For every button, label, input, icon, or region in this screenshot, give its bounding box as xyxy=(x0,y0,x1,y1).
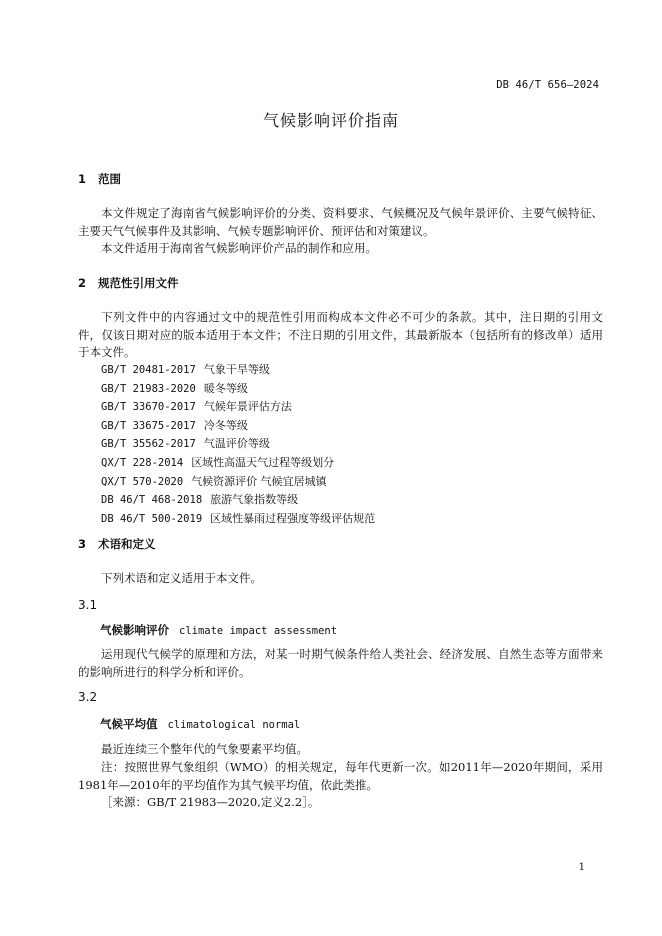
paragraph: 本文件规定了海南省气候影响评价的分类、资料要求、气候概况及气候年景评价、主要气候特征、主要天气气候事件及其影响、气候专题影响评价、预评估和对策建议。 xyxy=(78,206,603,238)
reference-item xyxy=(101,473,375,492)
reference-title: 气温评价等级 xyxy=(203,437,270,451)
reference-list xyxy=(101,361,375,528)
reference-item xyxy=(101,380,375,399)
term-number: 3.2 xyxy=(78,690,98,704)
reference-title: 区域性高温天气过程等级划分 xyxy=(191,455,335,469)
reference-title: 旅游气象指数等级 xyxy=(210,493,299,507)
section-1-heading xyxy=(78,171,121,187)
reference-code: QX/T 570-2020 xyxy=(101,475,184,488)
reference-title: 暖冬等级 xyxy=(203,381,248,395)
section-number: 1 xyxy=(78,172,87,186)
reference-item xyxy=(101,454,375,473)
term-source: ［来源：GB/T 21983—2020,定义2.2］。 xyxy=(101,795,320,809)
reference-code: DB 46/T 468-2018 xyxy=(101,494,203,507)
term-definition: 最近连续三个整年代的气象要素平均值。 xyxy=(101,742,308,756)
section-3-heading xyxy=(78,536,156,552)
reference-item xyxy=(101,361,375,380)
section-number: 3 xyxy=(78,537,87,551)
reference-title: 气候年景评估方法 xyxy=(203,400,292,414)
paragraph: 下列文件中的内容通过文中的规范性引用而构成本文件必不可少的条款。其中，注日期的引用文件，仅该日期对应的版本适用于本文件；不注日期的引用文件，其最新版本（包括所有的修改单）适用于本文件。 xyxy=(78,310,603,359)
reference-title: 冷冬等级 xyxy=(203,418,248,432)
term-english: climate impact assessment xyxy=(179,625,338,637)
term-english: climatological normal xyxy=(167,719,301,731)
reference-code: DB 46/T 500-2019 xyxy=(101,512,203,525)
reference-item xyxy=(101,491,375,510)
reference-title: 气候资源评价 气候宜居城镇 xyxy=(191,474,327,488)
section-title: 术语和定义 xyxy=(98,537,156,551)
term-heading xyxy=(100,716,300,732)
section-title: 范围 xyxy=(98,172,121,186)
reference-item xyxy=(101,435,375,454)
term-chinese: 气候影响评价 xyxy=(100,623,169,637)
term-heading xyxy=(100,622,337,638)
document-code: DB 46/T 656—2024 xyxy=(496,79,599,91)
page-number: 1 xyxy=(578,862,585,873)
reference-title: 气象干旱等级 xyxy=(203,363,270,376)
reference-item xyxy=(101,398,375,417)
reference-title: 区域性暴雨过程强度等级评估规范 xyxy=(210,511,376,525)
reference-code: GB/T 35562-2017 xyxy=(101,438,196,451)
section-number: 2 xyxy=(78,276,87,290)
paragraph: 下列术语和定义适用于本文件。 xyxy=(101,571,262,585)
reference-code: GB/T 33670-2017 xyxy=(101,401,196,414)
term-chinese: 气候平均值 xyxy=(100,717,158,731)
reference-item xyxy=(101,510,375,529)
document-title: 气候影响评价指南 xyxy=(262,111,399,130)
reference-code: GB/T 21983-2020 xyxy=(101,382,196,395)
section-2-heading xyxy=(78,275,179,291)
reference-code: QX/T 228-2014 xyxy=(101,456,184,469)
reference-code: GB/T 33675-2017 xyxy=(101,419,196,432)
paragraph: 本文件适用于海南省气候影响评价产品的制作和应用。 xyxy=(101,241,377,255)
term-definition: 运用现代气候学的原理和方法，对某一时期气候条件给人类社会、经济发展、自然生态等方面带来的影响所进行的科学分析和评价。 xyxy=(78,647,603,679)
section-title: 规范性引用文件 xyxy=(98,276,179,290)
term-number: 3.1 xyxy=(78,598,98,612)
reference-item xyxy=(101,417,375,436)
term-note: 注：按照世界气象组织（WMO）的相关规定，每年代更新一次。如2011年—2020年期间，采用1981年—2010年的平均值作为其气候平均值，依此类推。 xyxy=(78,760,603,792)
reference-code: GB/T 20481-2017 xyxy=(101,364,196,376)
